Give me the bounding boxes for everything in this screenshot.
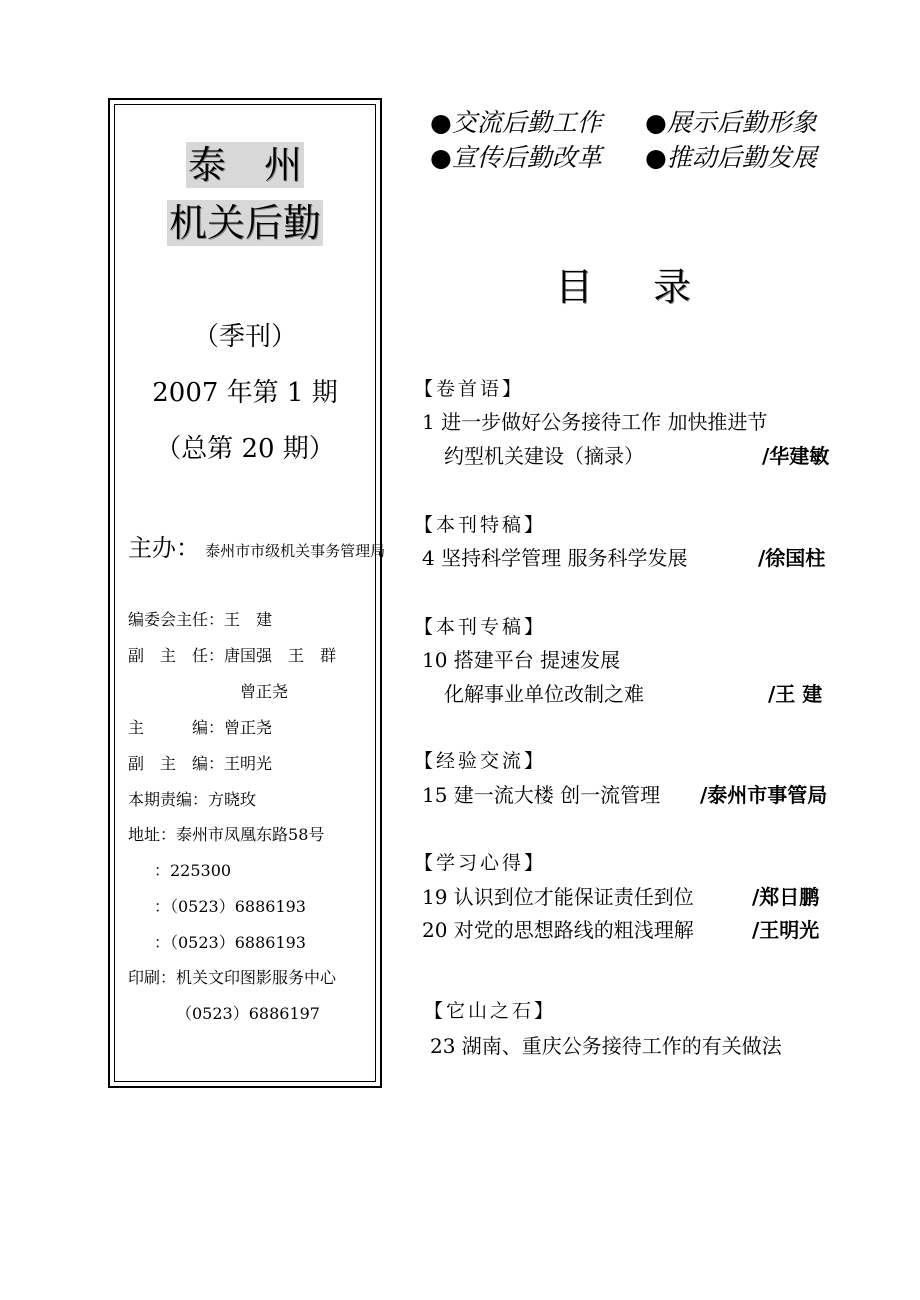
toc-item[interactable]: 15 建一流大楼 创一流管理 [422,783,661,807]
toc-item-author: /泰州市事管局 [700,783,828,807]
sponsor-label: 主办： [128,534,200,562]
toc-item[interactable]: 1 进一步做好公务接待工作 加快推进节 [422,410,768,434]
printer-phone: （0523）6886197 [176,1004,320,1023]
staff-row [128,718,272,738]
phone-1: ：（0523）6886193 [154,897,306,916]
total-issue-number: （总第 20 期） [155,434,335,464]
slogan: ●推动后勤发展 [645,143,817,172]
staff-value: 曾正尧 [240,682,289,701]
staff-row [128,790,256,810]
toc-item[interactable]: 19 认识到位才能保证责任到位 [422,885,694,909]
toc-item[interactable]: 10 搭建平台 提速发展 [422,648,621,672]
toc-section-heading: 【本刊特稿】 [414,514,547,536]
slogan: ●宣传后勤改革 [430,143,602,172]
address-value: 泰州市凤凰东路58号 [176,825,325,844]
sponsor [128,534,386,562]
staff-value: 曾正尧 [224,718,273,737]
toc-item-author: /徐国柱 [758,546,826,570]
masthead-frame [108,98,386,1088]
toc-item[interactable]: 化解事业单位改制之难 [444,682,644,706]
staff-value: 唐国强 王 群 [224,646,337,665]
toc-section-heading: 【经验交流】 [414,750,547,772]
staff-row [128,646,336,666]
toc-section-heading: 【它山之石】 [424,1000,557,1022]
address-label: 地址： [128,825,177,844]
toc-item-author: /王 建 [768,682,823,706]
address-row [128,825,324,845]
staff-value: 王 建 [224,610,273,629]
printer-value: 机关文印图影服务中心 [176,968,337,987]
toc-section-heading: 【本刊专稿】 [414,616,547,638]
postcode: ：225300 [154,861,232,880]
staff-value: 方晓玫 [208,790,257,809]
masthead-title-line1: 泰 州 [187,143,302,187]
toc-section-heading: 【卷首语】 [414,378,525,400]
toc-item-author: /华建敏 [762,444,830,468]
toc-item[interactable]: 4 坚持科学管理 服务科学发展 [422,546,688,570]
staff-row [128,754,272,774]
toc-item[interactable]: 20 对党的思想路线的粗浅理解 [422,918,694,942]
staff-label: 本期责编： [128,790,209,809]
toc-item-author: /郑日鹏 [752,885,820,909]
staff-label: 编委会主任： [128,610,225,629]
toc-item[interactable]: 23 湖南、重庆公务接待工作的有关做法 [430,1034,782,1058]
staff-label: 副 主 编： [128,754,225,773]
phone-2: ：（0523）6886193 [154,933,306,952]
sponsor-value: 泰州市市级机关事务管理局 [205,542,386,560]
printer-label: 印刷： [128,968,177,987]
toc-item[interactable]: 约型机关建设（摘录） [444,444,644,468]
toc-title: 目录 [555,265,752,309]
staff-value: 王明光 [224,754,273,773]
slogan: ●交流后勤工作 [430,108,602,137]
masthead-title-line1-row [110,142,380,188]
staff-label: 主 编： [128,718,225,737]
staff-label: 副 主 任： [128,646,225,665]
printer-row [128,968,336,988]
masthead-title-line2-row [110,200,380,246]
staff-row [240,682,288,702]
issue-number: 2007 年第 1 期 [152,378,338,408]
toc-item-author: /王明光 [752,918,820,942]
staff-row [128,610,272,630]
frequency: （季刊） [192,322,297,352]
slogan: ●展示后勤形象 [645,108,817,137]
toc-section-heading: 【学习心得】 [414,852,547,874]
masthead-title-line2: 机关后勤 [168,201,321,245]
